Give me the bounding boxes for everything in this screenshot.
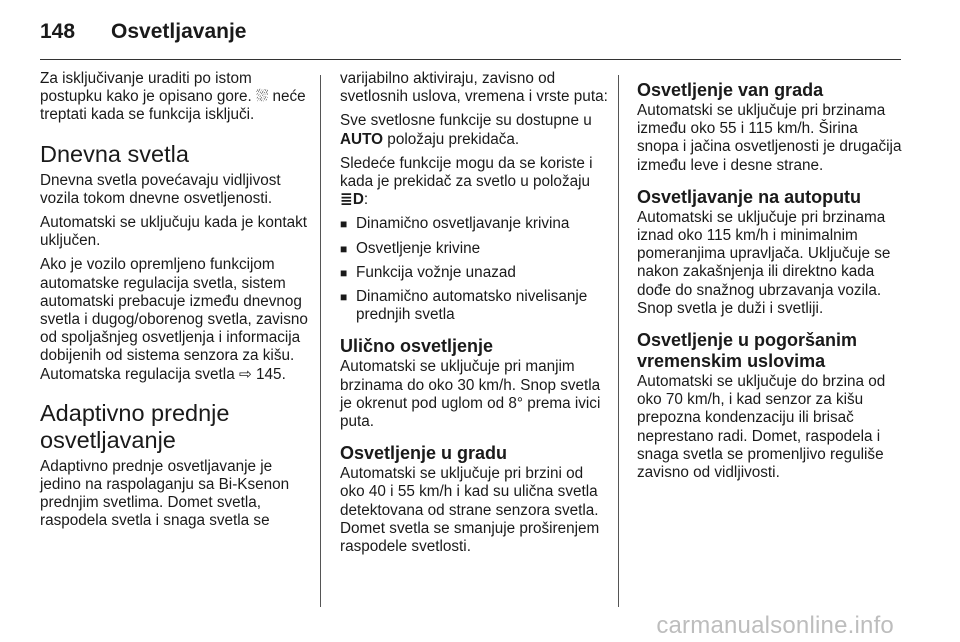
page-header [40, 12, 246, 52]
list-item: ■ Osvetljenje krivine [340, 239, 481, 257]
heading-osvetljavanje-na-autoputu: Osvetljavanje na autoputu [637, 186, 862, 207]
pogorsanim-p: Automatski se uključuje do brzina od oko 70 km/h, i kad senzor za kišu prepozna kondenzaciju ili brisač neprestano radi. Domet, raspodela i snaga svetla se promenljivo reguliše zavisno od vidljivosti. [637, 373, 886, 482]
adaptivno-p1: Adaptivno prednje osvetljavanje je jedino na raspolaganju sa Bi-Ksenon prednjim svetlima. Domet svetla, raspodela svetla i snaga svetla se [40, 457, 290, 530]
list-item: ■ Dinamično automatsko nivelisanje prednjih svetla [340, 288, 588, 324]
heading-ulicno-osvetljenje: Ulično osvetljenje [340, 336, 494, 357]
fog-light-icon: ⛆ [256, 88, 269, 106]
heading-dnevna-svetla: Dnevna svetla [40, 140, 189, 167]
col2-p3: Sledeće funkcije mogu da se koriste i kada je prekidač za svetlo u položaju ≣D: [340, 154, 593, 209]
autoput-p: Automatski se uključuje pri brzinama iznad oko 115 km/h i minimalnim pomeranjima upravljača. Uključuje se nakon zakašnjenja ili direktno kada dođe do snažnog ubrzavanja vozila. Snop svetla je duži i svetliji. [637, 208, 891, 317]
page-reference-link[interactable]: 145. [251, 365, 286, 383]
column-2 [340, 70, 608, 562]
list-item: ■ Dinamično osvetljavanje krivina [340, 215, 570, 233]
low-beam-icon: ≣D [340, 191, 364, 209]
ulicno-p: Automatski se uključuje pri manjim brzinama do oko 30 km/h. Snop svetla je okrenut pod uglom od 8° prema ivici puta. [340, 358, 601, 431]
bullet-icon: ■ [340, 265, 348, 280]
heading-osvetljenje-van-grada: Osvetljenje van grada [637, 80, 824, 100]
list-item: ■ Funkcija vožnje unazad [340, 263, 516, 281]
page-number: 148 [40, 20, 76, 43]
column-1 [40, 70, 312, 537]
column-divider-2 [618, 75, 619, 607]
column-divider-1 [320, 75, 321, 607]
function-list [340, 215, 608, 324]
heading-adaptivno-osvetljavanje: Adaptivno prednje osvetljavanje [40, 399, 230, 453]
page-reference-arrow-icon: ⇨ [238, 365, 252, 383]
col2-p1: varijabilno aktiviraju, zavisno od svetlosnih uslova, vremena i vrste puta: [340, 70, 608, 106]
bullet-icon: ■ [340, 290, 348, 305]
bullet-icon: ■ [340, 217, 348, 232]
col2-p2: Sve svetlosne funkcije su dostupne u AUTO položaju prekidača. [340, 112, 592, 148]
dnevna-p1: Dnevna svetla povećavaju vidljivost vozila tokom dnevne osvetljenosti. [40, 171, 281, 207]
intro-paragraph: Za isključivanje uraditi po istom postupku kako je opisano gore. ⛆ neće treptati kada se funkcija isključi. [40, 70, 306, 124]
dnevna-p3: Ako je vozilo opremljeno funkcijom automatske regulacija svetla, sistem automatski prebacuje između dnevnog svetla i dugog/oborenog svetla, zavisno od spoljašnjeg osvetljenja i informacija dobijenih od sistema senzora za kišu. Automatska regulacija svetla ⇨ 145. [40, 256, 308, 383]
bullet-icon: ■ [340, 241, 348, 256]
heading-osvetljenje-u-gradu: Osvetljenje u gradu [340, 443, 508, 464]
header-rule [40, 59, 901, 60]
gradu-p: Automatski se uključuje pri brzini od oko 40 i 55 km/h i kad su ulična svetla detektovana od strane senzora svetla. Domet svetla se smanjuje proširenjem raspodele svetlosti. [340, 465, 600, 556]
van-grada-p: Automatski se uključuje pri brzinama između oko 55 i 115 km/h. Širina snopa i jačina osvetljenosti je drugačija između leve i desne strane. [637, 102, 902, 174]
dnevna-p2: Automatski se uključuju kada je kontakt uključen. [40, 214, 307, 250]
heading-pogorsanim-uslovima: Osvetljenje u pogoršanim vremenskim uslovima [637, 330, 858, 372]
watermark: carmanualsonline.info [656, 612, 894, 639]
column-3 [637, 70, 903, 488]
auto-label: AUTO [340, 130, 384, 148]
chapter-title: Osvetljavanje [111, 20, 247, 43]
